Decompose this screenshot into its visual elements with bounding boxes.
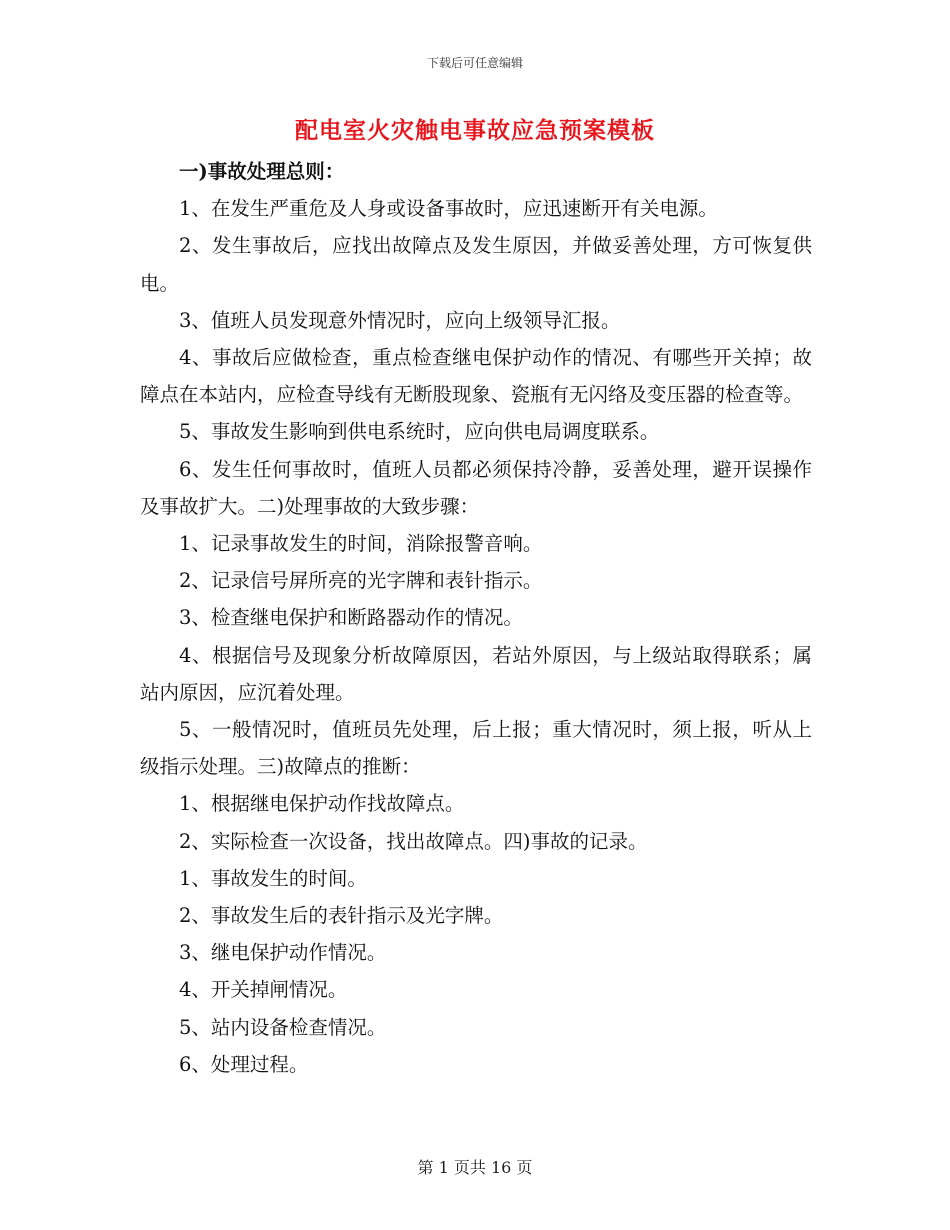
- paragraph: 6、处理过程。: [179, 1052, 309, 1076]
- paragraph: 3、检查继电保护和断路器动作的情况。: [179, 606, 523, 630]
- paragraph: 5、站内设备检查情况。: [179, 1015, 387, 1039]
- paragraph: 5、一般情况时，值班员先处理，后上报；重大情况时，须上报，听从上级指示处理。三)故障点的推断：: [140, 718, 812, 779]
- paragraph: 4、事故后应做检查，重点检查继电保护动作的情况、有哪些开关掉；故障点在本站内，应检查导线有无断股现象、瓷瓶有无闪络及变压器的检查等。: [140, 346, 812, 407]
- document-title: 配电室火灾触电事故应急预案模板: [295, 117, 655, 144]
- section-heading: 一)事故处理总则：: [179, 160, 345, 183]
- paragraph: 3、继电保护动作情况。: [179, 941, 387, 965]
- paragraph: 2、记录信号屏所亮的光字牌和表针指示。: [179, 569, 543, 593]
- paragraph: 4、开关掉闸情况。: [179, 978, 348, 1002]
- paragraph: 4、根据信号及现象分析故障原因，若站外原因，与上级站取得联系；属站内原因，应沉着处理。: [140, 643, 812, 704]
- header-note: 下载后可任意编辑: [426, 56, 523, 70]
- paragraph: 1、记录事故发生的时间，消除报警音响。: [179, 532, 543, 556]
- paragraph: 1、事故发生的时间。: [179, 866, 367, 890]
- paragraph: 2、发生事故后，应找出故障点及发生原因，并做妥善处理，方可恢复供电。: [140, 234, 812, 295]
- paragraph: 3、值班人员发现意外情况时，应向上级领导汇报。: [179, 308, 621, 332]
- paragraph: 6、发生任何事故时，值班人员都必须保持冷静，妥善处理，避开误操作及事故扩大。二)处理事故的大致步骤：: [140, 457, 812, 518]
- page-footer: 第 1 页共 16 页: [417, 1158, 533, 1177]
- paragraph: 2、实际检查一次设备，找出故障点。四)事故的记录。: [179, 829, 648, 853]
- paragraph: 1、根据继电保护动作找故障点。: [179, 792, 465, 816]
- document-body: [140, 153, 812, 1083]
- paragraph: 5、事故发生影响到供电系统时，应向供电局调度联系。: [179, 420, 660, 444]
- paragraph: 2、事故发生后的表针指示及光字牌。: [179, 904, 504, 928]
- paragraph: 1、在发生严重危及人身或设备事故时，应迅速断开有关电源。: [179, 197, 718, 221]
